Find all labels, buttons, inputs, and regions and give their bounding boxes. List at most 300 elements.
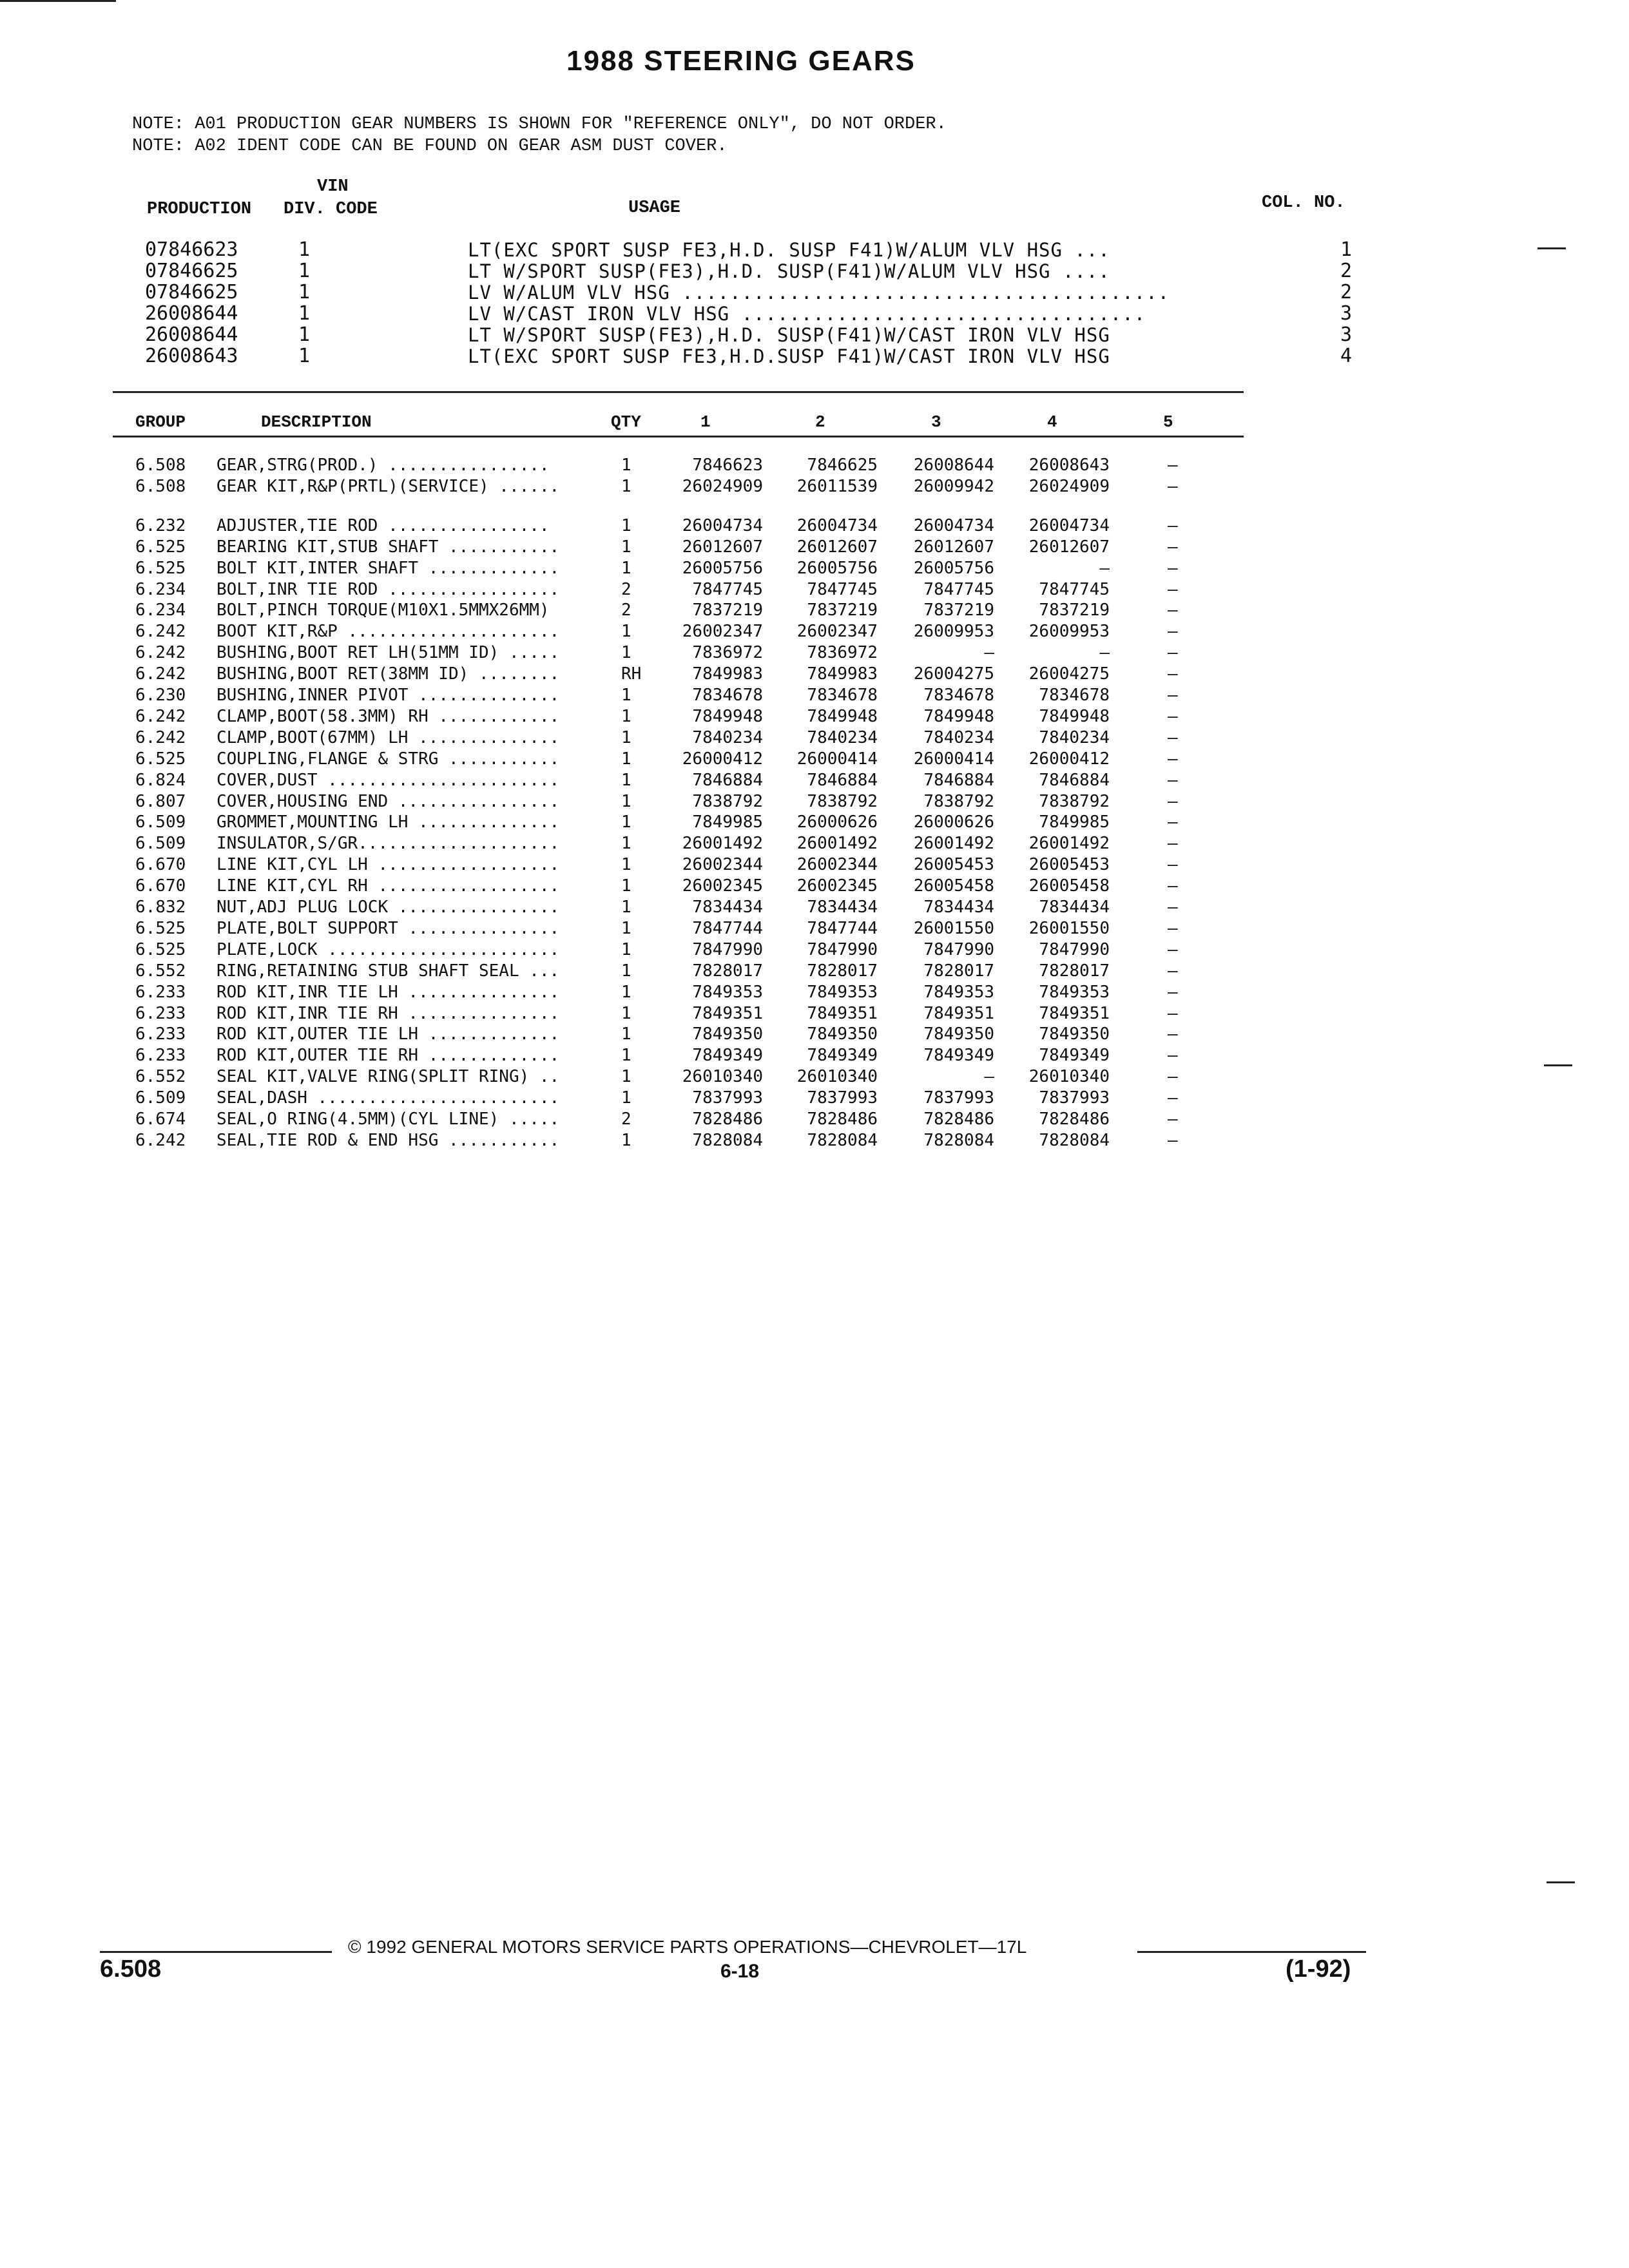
part-description: ROD KIT,OUTER TIE LH ............. [217, 1024, 560, 1044]
part-col-3: 7849351 [923, 1003, 994, 1023]
part-col-2: 26002347 [796, 622, 878, 642]
part-col-3: 26009942 [913, 476, 994, 496]
part-col-1: 26002344 [682, 855, 763, 875]
part-group: 6.832 [135, 898, 186, 917]
part-col-1: 7849985 [692, 812, 763, 832]
part-col-4: 26024909 [1028, 476, 1110, 496]
usage-div-code: 1 [298, 302, 311, 325]
part-qty: 1 [621, 476, 631, 496]
part-qty: 1 [621, 1003, 631, 1023]
part-group: 6.234 [135, 601, 186, 620]
usage-production: 26008643 [145, 345, 238, 367]
part-col-1: 7847745 [692, 579, 763, 599]
part-col-3: 26004734 [913, 515, 994, 535]
part-group: 6.230 [135, 686, 186, 705]
part-col-5: — [1168, 537, 1178, 557]
usage-production: 07846625 [145, 260, 238, 282]
part-col-2: 7849351 [807, 1003, 878, 1023]
part-group: 6.674 [135, 1110, 186, 1129]
part-col-1: 26010340 [682, 1067, 763, 1087]
part-qty: 1 [621, 855, 631, 875]
part-col-3: 7849353 [923, 982, 994, 1002]
part-group: 6.509 [135, 812, 186, 832]
usage-text: LT(EXC SPORT SUSP FE3,H.D. SUSP F41)W/ALUM VLV HSG ... [468, 239, 1110, 261]
part-col-5: — [1168, 622, 1178, 642]
part-col-4: 7838792 [1039, 791, 1110, 811]
part-col-2: 7849349 [807, 1046, 878, 1066]
part-description: GEAR KIT,R&P(PRTL)(SERVICE) ...... [217, 476, 560, 496]
part-qty: 1 [621, 939, 631, 959]
part-col-3: 26000626 [913, 812, 994, 832]
part-col-5: — [1168, 898, 1178, 917]
part-description: ROD KIT,INR TIE LH ............... [217, 982, 560, 1002]
part-col-4: 26005453 [1028, 855, 1110, 875]
part-col-2: 26000414 [796, 749, 878, 769]
usage-col-no: 3 [1340, 302, 1353, 325]
part-description: GEAR,STRG(PROD.) ................ [217, 456, 550, 475]
part-group: 6.670 [135, 876, 186, 896]
part-col-4: 7828017 [1039, 961, 1110, 981]
part-col-2: 7836972 [807, 643, 878, 663]
part-col-1: 7828017 [692, 961, 763, 981]
part-col-1: 7847744 [692, 918, 763, 938]
part-description: PLATE,BOLT SUPPORT ............... [217, 918, 560, 938]
part-col-4: 26005458 [1028, 876, 1110, 896]
part-group: 6.525 [135, 558, 186, 578]
footer-copyright: © 1992 GENERAL MOTORS SERVICE PARTS OPERATIONS—CHEVROLET—17L [348, 1937, 1027, 1957]
part-col-1: 26005756 [682, 558, 763, 578]
part-description: SEAL,O RING(4.5MM)(CYL LINE) ..... [217, 1110, 560, 1129]
col-4-header: 4 [1047, 412, 1057, 432]
part-col-3: 7828084 [923, 1130, 994, 1150]
part-col-1: 7834434 [692, 898, 763, 917]
part-col-4: 26001492 [1028, 834, 1110, 854]
part-col-5: — [1168, 1130, 1178, 1150]
part-description: GROMMET,MOUNTING LH .............. [217, 812, 560, 832]
part-group: 6.233 [135, 982, 186, 1002]
part-qty: 2 [621, 579, 631, 599]
part-qty: 1 [621, 456, 631, 475]
part-col-5: — [1168, 1067, 1178, 1087]
part-col-1: 26002347 [682, 622, 763, 642]
part-col-3: 26005756 [913, 558, 994, 578]
part-col-3: 7838792 [923, 791, 994, 811]
part-col-4: — [1099, 558, 1110, 578]
part-col-5: — [1168, 855, 1178, 875]
part-description: BOLT,PINCH TORQUE(M10X1.5MMX26MM) [217, 601, 550, 620]
part-col-1: 26002345 [682, 876, 763, 896]
part-qty: 1 [621, 1130, 631, 1150]
part-qty: 1 [621, 961, 631, 981]
part-col-4: 7849349 [1039, 1046, 1110, 1066]
corner-rule [0, 0, 116, 2]
part-col-1: 26001492 [682, 834, 763, 854]
part-group: 6.525 [135, 537, 186, 557]
part-group: 6.233 [135, 1046, 186, 1066]
part-col-1: 26024909 [682, 476, 763, 496]
part-col-1: 26004734 [682, 515, 763, 535]
part-col-2: 26004734 [796, 515, 878, 535]
part-col-4: 7849351 [1039, 1003, 1110, 1023]
part-description: LINE KIT,CYL RH .................. [217, 876, 560, 896]
part-col-2: 26000626 [796, 812, 878, 832]
part-col-3: 26000414 [913, 749, 994, 769]
part-col-1: 7849349 [692, 1046, 763, 1066]
group-header: GROUP [135, 412, 186, 432]
part-col-5: — [1168, 939, 1178, 959]
part-description: CLAMP,BOOT(58.3MM) RH ............ [217, 706, 560, 726]
part-col-2: 7849350 [807, 1024, 878, 1044]
part-col-4: 7828084 [1039, 1130, 1110, 1150]
part-group: 6.242 [135, 727, 186, 747]
part-description: SEAL KIT,VALVE RING(SPLIT RING) .. [217, 1067, 560, 1087]
part-col-2: 7847745 [807, 579, 878, 599]
part-group: 6.232 [135, 515, 186, 535]
part-col-1: 7840234 [692, 727, 763, 747]
part-col-5: — [1168, 727, 1178, 747]
usage-div-code: 1 [298, 260, 311, 282]
part-col-2: 7828017 [807, 961, 878, 981]
part-col-4: 26008643 [1028, 456, 1110, 475]
part-qty: 1 [621, 898, 631, 917]
part-description: ADJUSTER,TIE ROD ................ [217, 515, 550, 535]
part-qty: 1 [621, 622, 631, 642]
part-col-2: 7837219 [807, 601, 878, 620]
part-group: 6.242 [135, 643, 186, 663]
part-qty: 1 [621, 515, 631, 535]
part-col-4: 26004734 [1028, 515, 1110, 535]
part-group: 6.233 [135, 1003, 186, 1023]
part-group: 6.552 [135, 1067, 186, 1087]
section-number: 6.508 [100, 1956, 162, 1983]
usage-div-code: 1 [298, 345, 311, 367]
part-description: PLATE,LOCK ....................... [217, 939, 560, 959]
part-col-3: 7834434 [923, 898, 994, 917]
margin-mark [1547, 1881, 1575, 1883]
part-col-5: — [1168, 706, 1178, 726]
usage-production: 07846623 [145, 238, 238, 261]
part-col-5: — [1168, 1024, 1178, 1044]
part-col-4: — [1099, 643, 1110, 663]
part-group: 6.525 [135, 749, 186, 769]
part-col-3: — [984, 1067, 994, 1087]
header-rule [113, 436, 1244, 437]
part-group: 6.242 [135, 664, 186, 684]
part-col-3: 26008644 [913, 456, 994, 475]
col-1-header: 1 [700, 412, 711, 432]
part-col-2: 26005756 [796, 558, 878, 578]
qty-header: QTY [611, 412, 641, 432]
part-col-5: — [1168, 834, 1178, 854]
part-description: BUSHING,BOOT RET LH(51MM ID) ..... [217, 643, 560, 663]
col-5-header: 5 [1163, 412, 1173, 432]
page-title: 1988 STEERING GEARS [566, 45, 916, 77]
part-qty: 1 [621, 1067, 631, 1087]
part-col-5: — [1168, 791, 1178, 811]
part-col-2: 26002345 [796, 876, 878, 896]
part-col-4: 7834434 [1039, 898, 1110, 917]
part-col-3: 7849948 [923, 706, 994, 726]
usage-text: LT W/SPORT SUSP(FE3),H.D. SUSP(F41)W/ALUM VLV HSG .... [468, 260, 1110, 282]
part-qty: 1 [621, 558, 631, 578]
part-col-1: 26012607 [682, 537, 763, 557]
part-col-4: 26004275 [1028, 664, 1110, 684]
usage-col-no: 1 [1340, 238, 1353, 261]
production-header: PRODUCTION [147, 200, 252, 219]
part-col-4: 7849948 [1039, 706, 1110, 726]
part-group: 6.242 [135, 622, 186, 642]
part-col-4: 7847990 [1039, 939, 1110, 959]
part-col-2: 7847744 [807, 918, 878, 938]
part-col-1: 7828084 [692, 1130, 763, 1150]
part-qty: 1 [621, 643, 631, 663]
col-2-header: 2 [815, 412, 825, 432]
part-qty: 1 [621, 791, 631, 811]
part-col-1: 7846623 [692, 456, 763, 475]
part-col-3: 7834678 [923, 686, 994, 705]
part-col-2: 7846884 [807, 770, 878, 790]
usage-col-no: 4 [1340, 345, 1353, 367]
part-col-4: 7837993 [1039, 1088, 1110, 1108]
part-qty: 1 [621, 876, 631, 896]
usage-text: LV W/CAST IRON VLV HSG .................................. [468, 303, 1146, 325]
part-col-2: 7828084 [807, 1130, 878, 1150]
part-col-5: — [1168, 558, 1178, 578]
part-qty: RH [621, 664, 642, 684]
usage-header: USAGE [628, 198, 681, 218]
part-col-5: — [1168, 515, 1178, 535]
part-description: BOLT,INR TIE ROD ................. [217, 579, 560, 599]
usage-production: 07846625 [145, 281, 238, 303]
part-description: NUT,ADJ PLUG LOCK ................ [217, 898, 560, 917]
part-col-4: 7847745 [1039, 579, 1110, 599]
note-a01: NOTE: A01 PRODUCTION GEAR NUMBERS IS SHOWN FOR "REFERENCE ONLY", DO NOT ORDER. [132, 115, 947, 134]
part-group: 6.508 [135, 476, 186, 496]
part-qty: 1 [621, 1024, 631, 1044]
part-group: 6.552 [135, 961, 186, 981]
part-group: 6.234 [135, 579, 186, 599]
top-rule [113, 391, 1244, 393]
part-description: LINE KIT,CYL LH .................. [217, 855, 560, 875]
part-qty: 1 [621, 686, 631, 705]
part-col-1: 7828486 [692, 1110, 763, 1129]
usage-col-no: 2 [1340, 260, 1353, 282]
part-col-1: 7849351 [692, 1003, 763, 1023]
part-col-2: 7828486 [807, 1110, 878, 1129]
part-col-3: 7846884 [923, 770, 994, 790]
part-col-4: 26012607 [1028, 537, 1110, 557]
part-col-2: 7849353 [807, 982, 878, 1002]
part-group: 6.242 [135, 1130, 186, 1150]
part-col-2: 7834678 [807, 686, 878, 705]
part-qty: 1 [621, 727, 631, 747]
part-col-3: 26004275 [913, 664, 994, 684]
div-code-header: DIV. CODE [284, 200, 378, 219]
part-col-3: — [984, 643, 994, 663]
part-col-4: 7840234 [1039, 727, 1110, 747]
part-qty: 1 [621, 1046, 631, 1066]
part-col-2: 26002344 [796, 855, 878, 875]
part-description: INSULATOR,S/GR.................... [217, 834, 560, 854]
part-col-1: 7849948 [692, 706, 763, 726]
part-col-4: 7849353 [1039, 982, 1110, 1002]
part-col-4: 26010340 [1028, 1067, 1110, 1087]
part-col-1: 7849353 [692, 982, 763, 1002]
part-col-5: — [1168, 918, 1178, 938]
part-col-5: — [1168, 456, 1178, 475]
part-description: ROD KIT,OUTER TIE RH ............. [217, 1046, 560, 1066]
part-col-5: — [1168, 643, 1178, 663]
part-col-5: — [1168, 1046, 1178, 1066]
part-col-4: 7849985 [1039, 812, 1110, 832]
col-3-header: 3 [931, 412, 941, 432]
part-group: 6.233 [135, 1024, 186, 1044]
part-col-4: 7828486 [1039, 1110, 1110, 1129]
part-qty: 1 [621, 812, 631, 832]
part-col-3: 7828017 [923, 961, 994, 981]
part-col-2: 7849983 [807, 664, 878, 684]
footer-rule-left [100, 1951, 332, 1953]
usage-col-no: 2 [1340, 281, 1353, 303]
part-col-5: — [1168, 601, 1178, 620]
part-description: COVER,DUST ....................... [217, 770, 560, 790]
part-group: 6.509 [135, 834, 186, 854]
part-col-3: 7837219 [923, 601, 994, 620]
part-col-3: 26005453 [913, 855, 994, 875]
part-col-3: 7847745 [923, 579, 994, 599]
margin-mark [1544, 1064, 1572, 1066]
margin-mark [1537, 247, 1566, 249]
part-description: COVER,HOUSING END ................ [217, 791, 560, 811]
part-col-2: 26011539 [796, 476, 878, 496]
part-col-3: 26001550 [913, 918, 994, 938]
part-col-3: 7840234 [923, 727, 994, 747]
part-description: RING,RETAINING STUB SHAFT SEAL ... [217, 961, 560, 981]
part-group: 6.508 [135, 456, 186, 475]
part-col-1: 26000412 [682, 749, 763, 769]
part-group: 6.824 [135, 770, 186, 790]
part-col-4: 26001550 [1028, 918, 1110, 938]
part-col-2: 26012607 [796, 537, 878, 557]
usage-div-code: 1 [298, 323, 311, 346]
part-qty: 1 [621, 706, 631, 726]
part-qty: 2 [621, 1110, 631, 1129]
part-group: 6.807 [135, 791, 186, 811]
part-col-4: 7846884 [1039, 770, 1110, 790]
part-col-1: 7836972 [692, 643, 763, 663]
page-number: 6-18 [720, 1961, 760, 1982]
part-description: COUPLING,FLANGE & STRG ........... [217, 749, 560, 769]
usage-text: LT W/SPORT SUSP(FE3),H.D. SUSP(F41)W/CAST IRON VLV HSG [468, 324, 1110, 346]
usage-div-code: 1 [298, 238, 311, 261]
part-description: BUSHING,BOOT RET(38MM ID) ........ [217, 664, 560, 684]
part-col-1: 7837219 [692, 601, 763, 620]
part-col-5: — [1168, 686, 1178, 705]
part-group: 6.525 [135, 918, 186, 938]
usage-text: LT(EXC SPORT SUSP FE3,H.D.SUSP F41)W/CAST IRON VLV HSG [468, 345, 1110, 367]
part-qty: 1 [621, 1088, 631, 1108]
part-qty: 1 [621, 918, 631, 938]
part-col-2: 7847990 [807, 939, 878, 959]
part-col-3: 26009953 [913, 622, 994, 642]
part-col-5: — [1168, 982, 1178, 1002]
part-description: CLAMP,BOOT(67MM) LH .............. [217, 727, 560, 747]
part-col-2: 7846625 [807, 456, 878, 475]
part-col-2: 26010340 [796, 1067, 878, 1087]
part-col-5: — [1168, 664, 1178, 684]
part-col-3: 7849350 [923, 1024, 994, 1044]
part-description: ROD KIT,INR TIE RH ............... [217, 1003, 560, 1023]
part-col-4: 7834678 [1039, 686, 1110, 705]
part-col-1: 7849350 [692, 1024, 763, 1044]
part-col-4: 26009953 [1028, 622, 1110, 642]
description-header: DESCRIPTION [261, 412, 372, 432]
part-qty: 1 [621, 982, 631, 1002]
part-description: BOLT KIT,INTER SHAFT ............. [217, 558, 560, 578]
part-col-1: 7849983 [692, 664, 763, 684]
part-col-5: — [1168, 476, 1178, 496]
part-qty: 1 [621, 834, 631, 854]
part-qty: 1 [621, 537, 631, 557]
part-col-5: — [1168, 579, 1178, 599]
part-col-5: — [1168, 812, 1178, 832]
part-col-3: 26001492 [913, 834, 994, 854]
part-col-2: 7838792 [807, 791, 878, 811]
part-col-3: 7849349 [923, 1046, 994, 1066]
part-qty: 1 [621, 749, 631, 769]
part-col-4: 26000412 [1028, 749, 1110, 769]
part-col-2: 26001492 [796, 834, 878, 854]
part-col-2: 7840234 [807, 727, 878, 747]
part-qty: 2 [621, 601, 631, 620]
footer-rule-right [1137, 1951, 1366, 1953]
part-col-1: 7837993 [692, 1088, 763, 1108]
vin-header: VIN [317, 177, 349, 197]
revision-date: (1-92) [1286, 1956, 1351, 1983]
part-description: SEAL,TIE ROD & END HSG ........... [217, 1130, 560, 1150]
part-col-1: 7838792 [692, 791, 763, 811]
part-col-2: 7834434 [807, 898, 878, 917]
part-col-5: — [1168, 876, 1178, 896]
part-col-5: — [1168, 1003, 1178, 1023]
usage-col-no: 3 [1340, 323, 1353, 346]
part-col-3: 7847990 [923, 939, 994, 959]
part-col-4: 7849350 [1039, 1024, 1110, 1044]
part-description: BOOT KIT,R&P ..................... [217, 622, 560, 642]
part-col-3: 7837993 [923, 1088, 994, 1108]
part-group: 6.525 [135, 939, 186, 959]
part-col-2: 7849948 [807, 706, 878, 726]
part-col-3: 26005458 [913, 876, 994, 896]
part-description: SEAL,DASH ........................ [217, 1088, 560, 1108]
usage-production: 26008644 [145, 323, 238, 346]
part-col-1: 7834678 [692, 686, 763, 705]
part-col-1: 7847990 [692, 939, 763, 959]
part-col-3: 7828486 [923, 1110, 994, 1129]
part-col-5: — [1168, 961, 1178, 981]
part-description: BEARING KIT,STUB SHAFT ........... [217, 537, 560, 557]
part-group: 6.670 [135, 855, 186, 875]
usage-text: LV W/ALUM VLV HSG ......................................... [468, 282, 1170, 303]
part-col-1: 7846884 [692, 770, 763, 790]
usage-div-code: 1 [298, 281, 311, 303]
part-col-5: — [1168, 749, 1178, 769]
col-no-header: COL. NO. [1262, 193, 1345, 213]
part-qty: 1 [621, 770, 631, 790]
usage-production: 26008644 [145, 302, 238, 325]
part-col-5: — [1168, 1110, 1178, 1129]
note-a02: NOTE: A02 IDENT CODE CAN BE FOUND ON GEAR ASM DUST COVER. [132, 137, 728, 156]
